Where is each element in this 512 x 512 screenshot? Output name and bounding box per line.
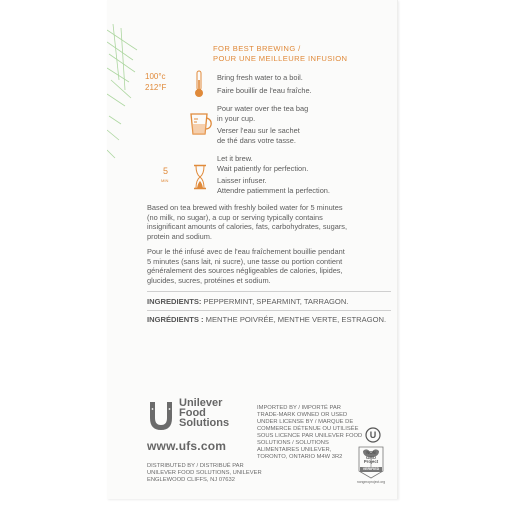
step-boil: Bring fresh water to a boil. Faire bouillir de l'eau fraîche. [217, 73, 312, 95]
ingredients-fr-text: MENTHE POIVRÉE, MENTHE VERTE, ESTRAGON. [203, 315, 387, 324]
step-brew: Let it brew. Wait patiently for perfection. Laisser infuser. Attendre patiemment la perfection. [217, 154, 330, 195]
kosher-icon [365, 427, 381, 443]
divider [147, 291, 391, 292]
ingredients-fr [147, 315, 386, 325]
ingredients-en-label: INGREDIENTS: [147, 297, 202, 306]
non-gmo-url: nongmoproject.org [356, 480, 386, 484]
non-gmo-text: Project [363, 459, 379, 465]
brand-url: www.ufs.com [147, 439, 227, 453]
non-gmo-verified-badge [357, 445, 385, 487]
hourglass-icon [193, 164, 207, 190]
brewing-title-en: FOR BEST BREWING / [213, 44, 301, 53]
distributor-info: DISTRIBUTED BY / DISTRIBUÉ PAR UNILEVER FOOD SOLUTIONS, UNILEVER ENGLEWOOD CLIFFS, NJ 07632 [147, 463, 262, 483]
svg-text:U: U [369, 430, 377, 441]
divider [147, 310, 391, 311]
brew-minutes: 5 [163, 166, 169, 176]
brand-name: Unilever Food Solutions [179, 397, 230, 429]
herb-leaf-decoration [107, 20, 141, 180]
measuring-cup-icon [187, 110, 213, 136]
non-gmo-text: NON [366, 450, 376, 455]
step-pour: Pour water over the tea bag in your cup. Verser l'eau sur le sachet de thé dans votre tasse. [217, 104, 309, 145]
nutrition-statement-en: Based on tea brewed with freshly boiled water for 5 minutes (no milk, no sugar), a cup or serving typically contains insignificant amounts of calories, fats, carbohydrates, sugars, protein and sodium. [147, 203, 348, 241]
thermometer-icon [193, 70, 205, 98]
ingredients-en [147, 297, 348, 307]
non-gmo-verified-text: VERIFIED [362, 467, 380, 471]
ingredients-en-text: PEPPERMINT, SPEARMINT, TARRAGON. [201, 297, 349, 306]
brew-minutes-label: MIN [161, 178, 169, 183]
non-gmo-text: GMO [365, 454, 376, 460]
ingredients-fr-label: INGRÉDIENTS : [147, 315, 204, 324]
nutrition-statement-fr: Pour le thé infusé avec de l'eau fraîchement bouillie pendant 5 minutes (sans lait, ni sucre), une tasse ou portion contient généralement des sources négligeables de calories, lipides, glucides, sucres, protéines et sodium. [147, 247, 345, 285]
brewing-title-fr: POUR UNE MEILLEURE INFUSION [213, 54, 348, 63]
tea-box-back-panel [107, 0, 398, 499]
temp-fahrenheit: 212°F [145, 83, 167, 92]
temp-celsius: 100°c [145, 72, 166, 81]
brewing-title [213, 44, 347, 64]
importer-info: IMPORTED BY / IMPORTÉ PAR TRADE-MARK OWNED OR USED UNDER LICENSE BY / MARQUE DE COMMERCE DÉTENUE OU UTILISÉE SOUS LICENCE PAR UNILEVER FOOD SOLUTIONS / SOLUTIONS ALIMENTAIRES UNILEVER, TORONTO, ONTARIO M4W 3R2 [257, 405, 363, 460]
unilever-logo [147, 400, 175, 432]
